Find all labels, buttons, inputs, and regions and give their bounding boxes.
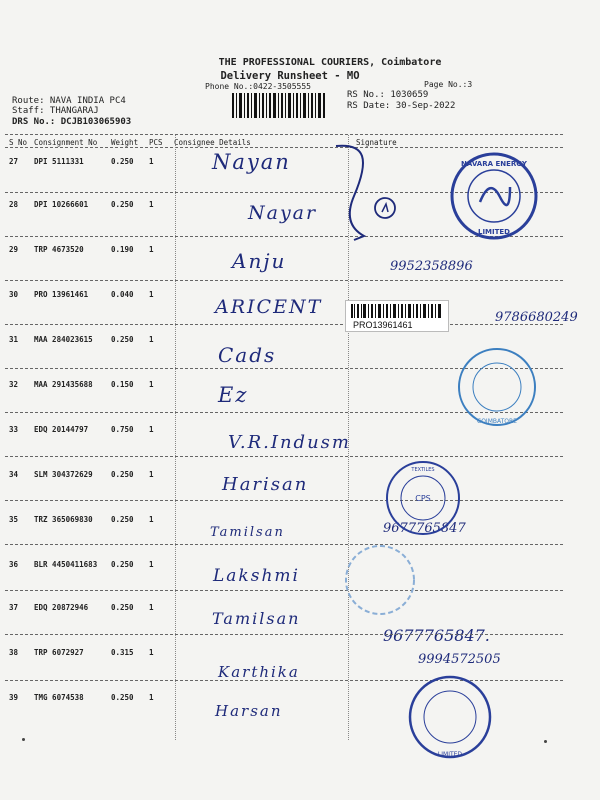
consignment-number: TRP 6072927 (34, 648, 84, 657)
page-number: Page No.:3 (424, 80, 473, 89)
company-title: THE PROFESSIONAL COURIERS, Coimbatore (218, 57, 442, 68)
divider (5, 134, 563, 135)
row-pcs: 1 (149, 648, 154, 657)
row-sno: 36 (9, 560, 19, 569)
signature-phone: 9677765847 (383, 521, 466, 536)
col-header-sno: S No (9, 138, 28, 147)
navara-energy-stamp (448, 150, 540, 242)
row-pcs: 1 (149, 200, 154, 209)
consignment-number: PRO 13961461 (34, 290, 89, 299)
row-sno: 34 (9, 470, 19, 479)
consignment-number: EDQ 20872946 (34, 603, 89, 612)
staff: Staff: THANGARAJ (12, 106, 99, 116)
svg-text:COIMBATORE: COIMBATORE (477, 418, 517, 425)
table-row (0, 515, 600, 555)
svg-text:CPS: CPS (415, 494, 431, 503)
row-divider (5, 634, 563, 635)
row-weight: 0.250 (111, 470, 134, 479)
row-pcs: 1 (149, 470, 154, 479)
col-header-signature: Signature (356, 138, 397, 147)
signature-phone: 9952358896 (390, 259, 473, 274)
consignee-handwriting: Tamilsan (210, 525, 285, 540)
row-divider (5, 544, 563, 545)
col-header-consignment: Consignment No (34, 138, 98, 147)
consignment-number: MAA 291435688 (34, 380, 93, 389)
signature-phone: 9786680249 (495, 310, 578, 325)
row-weight: 0.750 (111, 425, 134, 434)
signature-phone: 9994572505 (418, 652, 501, 667)
route: Route: NAVA INDIA PC4 (12, 96, 126, 106)
stain-mark (22, 738, 25, 741)
runsheet-title: Delivery Runsheet - MO (220, 70, 360, 82)
row-weight: 0.250 (111, 335, 134, 344)
consignee-handwriting: Harisan (222, 474, 309, 495)
consignment-number: SLM 304372629 (34, 470, 93, 479)
row-weight: 0.315 (111, 648, 134, 657)
table-row (0, 693, 600, 733)
row-divider (5, 324, 563, 325)
row-sno: 39 (9, 693, 19, 702)
col-header-weight: Weight (111, 138, 139, 147)
drs-number: DRS No.: DCJB103065903 (12, 117, 132, 127)
consignee-handwriting: V.R.Indusm (228, 432, 351, 453)
row-sno: 37 (9, 603, 19, 612)
row-pcs: 1 (149, 380, 154, 389)
row-pcs: 1 (149, 290, 154, 299)
row-pcs: 1 (149, 335, 154, 344)
consignee-handwriting: Harsan (215, 702, 283, 720)
row-sno: 38 (9, 648, 19, 657)
consignment-sticker (345, 300, 449, 332)
consignment-number: TMG 6074538 (34, 693, 84, 702)
vidya-stamp (455, 345, 540, 430)
row-weight: 0.150 (111, 380, 134, 389)
mars-textiles-stamp (383, 458, 463, 538)
svg-text:TEXTILES: TEXTILES (411, 467, 435, 473)
row-weight: 0.250 (111, 157, 134, 166)
svg-text:LIMITED: LIMITED (477, 228, 511, 236)
consignee-handwriting: Lakshmi (213, 566, 300, 586)
svg-text:NAVARA ENERGY: NAVARA ENERGY (461, 160, 527, 168)
row-pcs: 1 (149, 560, 154, 569)
sticker-barcode (351, 304, 443, 318)
consignee-handwriting: Karthika (218, 663, 300, 681)
col-header-consignee: Consignee Details (174, 138, 251, 147)
row-sno: 28 (9, 200, 19, 209)
row-divider (5, 500, 563, 501)
divider (5, 147, 563, 148)
table-row (0, 648, 600, 688)
signature-phone: 9677765847. (383, 626, 490, 645)
consignment-number: TRZ 365069830 (34, 515, 93, 524)
runsheet-barcode (232, 93, 327, 118)
consignee-handwriting: Cads (218, 343, 277, 367)
col-header-pcs: PCS (149, 138, 163, 147)
row-pcs: 1 (149, 603, 154, 612)
faded-stamp (340, 540, 420, 620)
consignee-handwriting: Tamilsan (212, 609, 301, 628)
row-weight: 0.250 (111, 603, 134, 612)
row-pcs: 1 (149, 515, 154, 524)
consignment-number: EDQ 20144797 (34, 425, 89, 434)
phone-number: Phone No.:0422-3505555 (205, 82, 311, 91)
consignment-number: TRP 4673520 (34, 245, 84, 254)
consignee-handwriting: ARICENT (215, 296, 323, 318)
consignment-number: MAA 284023615 (34, 335, 93, 344)
consignment-number: DPI 10266601 (34, 200, 89, 209)
row-weight: 0.250 (111, 560, 134, 569)
rs-number: RS No.: 1030659 (347, 90, 429, 100)
consignee-handwriting: Nayar (248, 202, 318, 224)
row-sno: 27 (9, 157, 19, 166)
row-weight: 0.250 (111, 693, 134, 702)
row-weight: 0.040 (111, 290, 134, 299)
stain-mark (544, 740, 547, 743)
sticker-code: PRO13961461 (353, 320, 413, 330)
table-row (0, 245, 600, 285)
svg-text:LIMITED: LIMITED (437, 751, 463, 758)
row-weight: 0.250 (111, 200, 134, 209)
row-sno: 35 (9, 515, 19, 524)
consignee-handwriting: Anju (232, 249, 287, 273)
row-sno: 32 (9, 380, 19, 389)
rs-date: RS Date: 30-Sep-2022 (347, 101, 456, 111)
consignment-number: DPI 5111331 (34, 157, 84, 166)
row-pcs: 1 (149, 425, 154, 434)
row-divider (5, 590, 563, 591)
limited-stamp (405, 672, 495, 762)
row-divider (5, 280, 563, 281)
row-pcs: 1 (149, 245, 154, 254)
row-pcs: 1 (149, 157, 154, 166)
consignment-number: BLR 4450411683 (34, 560, 98, 569)
row-sno: 29 (9, 245, 19, 254)
row-weight: 0.190 (111, 245, 134, 254)
bracket-mark (330, 142, 400, 252)
row-divider (5, 456, 563, 457)
row-pcs: 1 (149, 693, 154, 702)
table-row (0, 560, 600, 600)
row-sno: 33 (9, 425, 19, 434)
row-sno: 31 (9, 335, 19, 344)
row-weight: 0.250 (111, 515, 134, 524)
consignee-handwriting: Nayan (212, 150, 291, 174)
consignee-handwriting: Ez (218, 383, 249, 407)
row-sno: 30 (9, 290, 19, 299)
